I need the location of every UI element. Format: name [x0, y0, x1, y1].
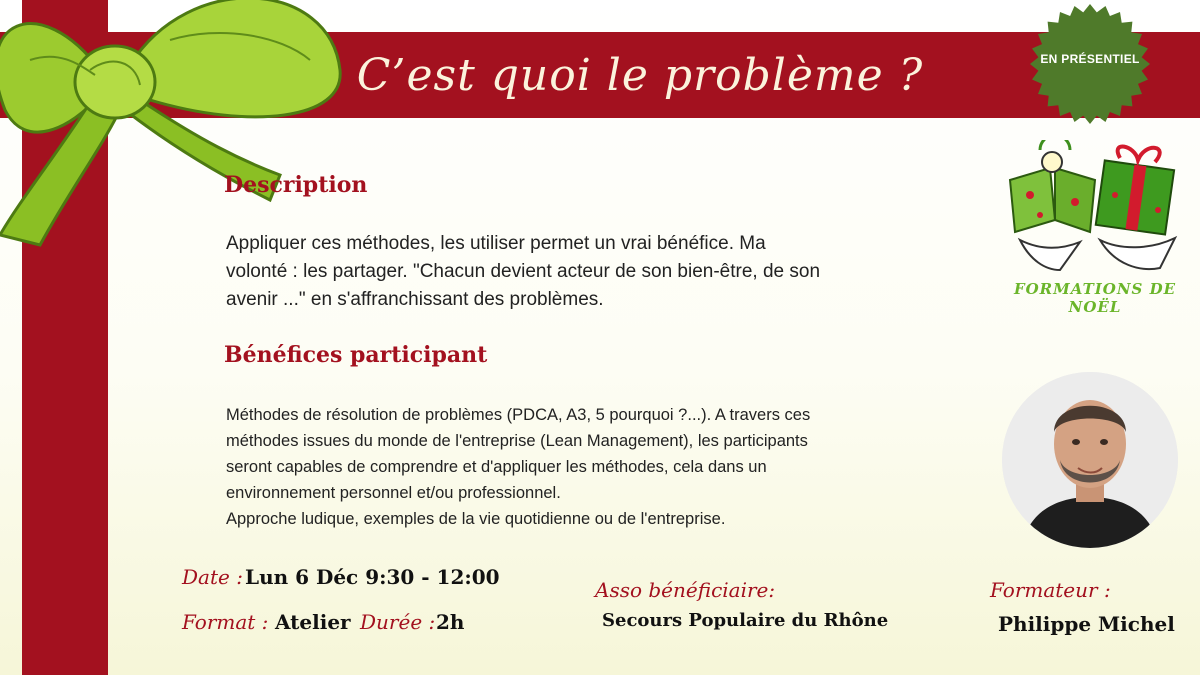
- description-line: avenir ..." en s'affranchissant des problèmes.: [226, 289, 604, 310]
- benefits-line: Méthodes de résolution de problèmes (PDCA, A3, 5 pourquoi ?...). A travers ces: [226, 406, 811, 424]
- benefits-line: seront capables de comprendre et d'appliquer les méthodes, cela dans un: [226, 458, 767, 476]
- benefits-line: Approche ludique, exemples de la vie quotidienne ou de l'entreprise.: [226, 510, 726, 528]
- format-label: Format :: [182, 610, 269, 634]
- bow-icon: [0, 0, 360, 250]
- benefits-line: méthodes issues du monde de l'entreprise (Lean Management), les participants: [226, 432, 808, 450]
- benefits-line: environnement personnel et/ou professionnel.: [226, 484, 561, 502]
- page-title: C’est quoi le problème ?: [356, 49, 924, 101]
- description-line: volonté : les partager. "Chacun devient acteur de son bien-être, de son: [226, 261, 821, 282]
- trainer-label: Formateur :: [990, 578, 1111, 602]
- asso-value: Secours Populaire du Rhône: [602, 610, 889, 631]
- duration-label: Durée :: [360, 610, 436, 634]
- trainer-portrait-icon: [1002, 372, 1178, 548]
- benefits-text: [226, 402, 986, 532]
- benefits-heading: Bénéfices participant: [224, 342, 488, 368]
- status-badge: EN PRÉSENTIEL: [1040, 52, 1140, 66]
- trainer-value: Philippe Michel: [998, 612, 1175, 636]
- format-value: Atelier: [275, 610, 351, 634]
- avatar: [1002, 372, 1178, 548]
- description-text: [226, 230, 946, 314]
- logo-text: FORMATIONS DE NOËL: [1013, 280, 1177, 316]
- date-label: Date :: [182, 565, 243, 589]
- date-value: Lun 6 Déc 9:30 - 12:00: [245, 565, 500, 589]
- duration-value: 2h: [436, 610, 465, 634]
- asso-label: Asso bénéficiaire:: [595, 578, 776, 602]
- description-heading: Description: [224, 172, 368, 198]
- description-line: Appliquer ces méthodes, les utiliser permet un vrai bénéfice. Ma: [226, 233, 766, 254]
